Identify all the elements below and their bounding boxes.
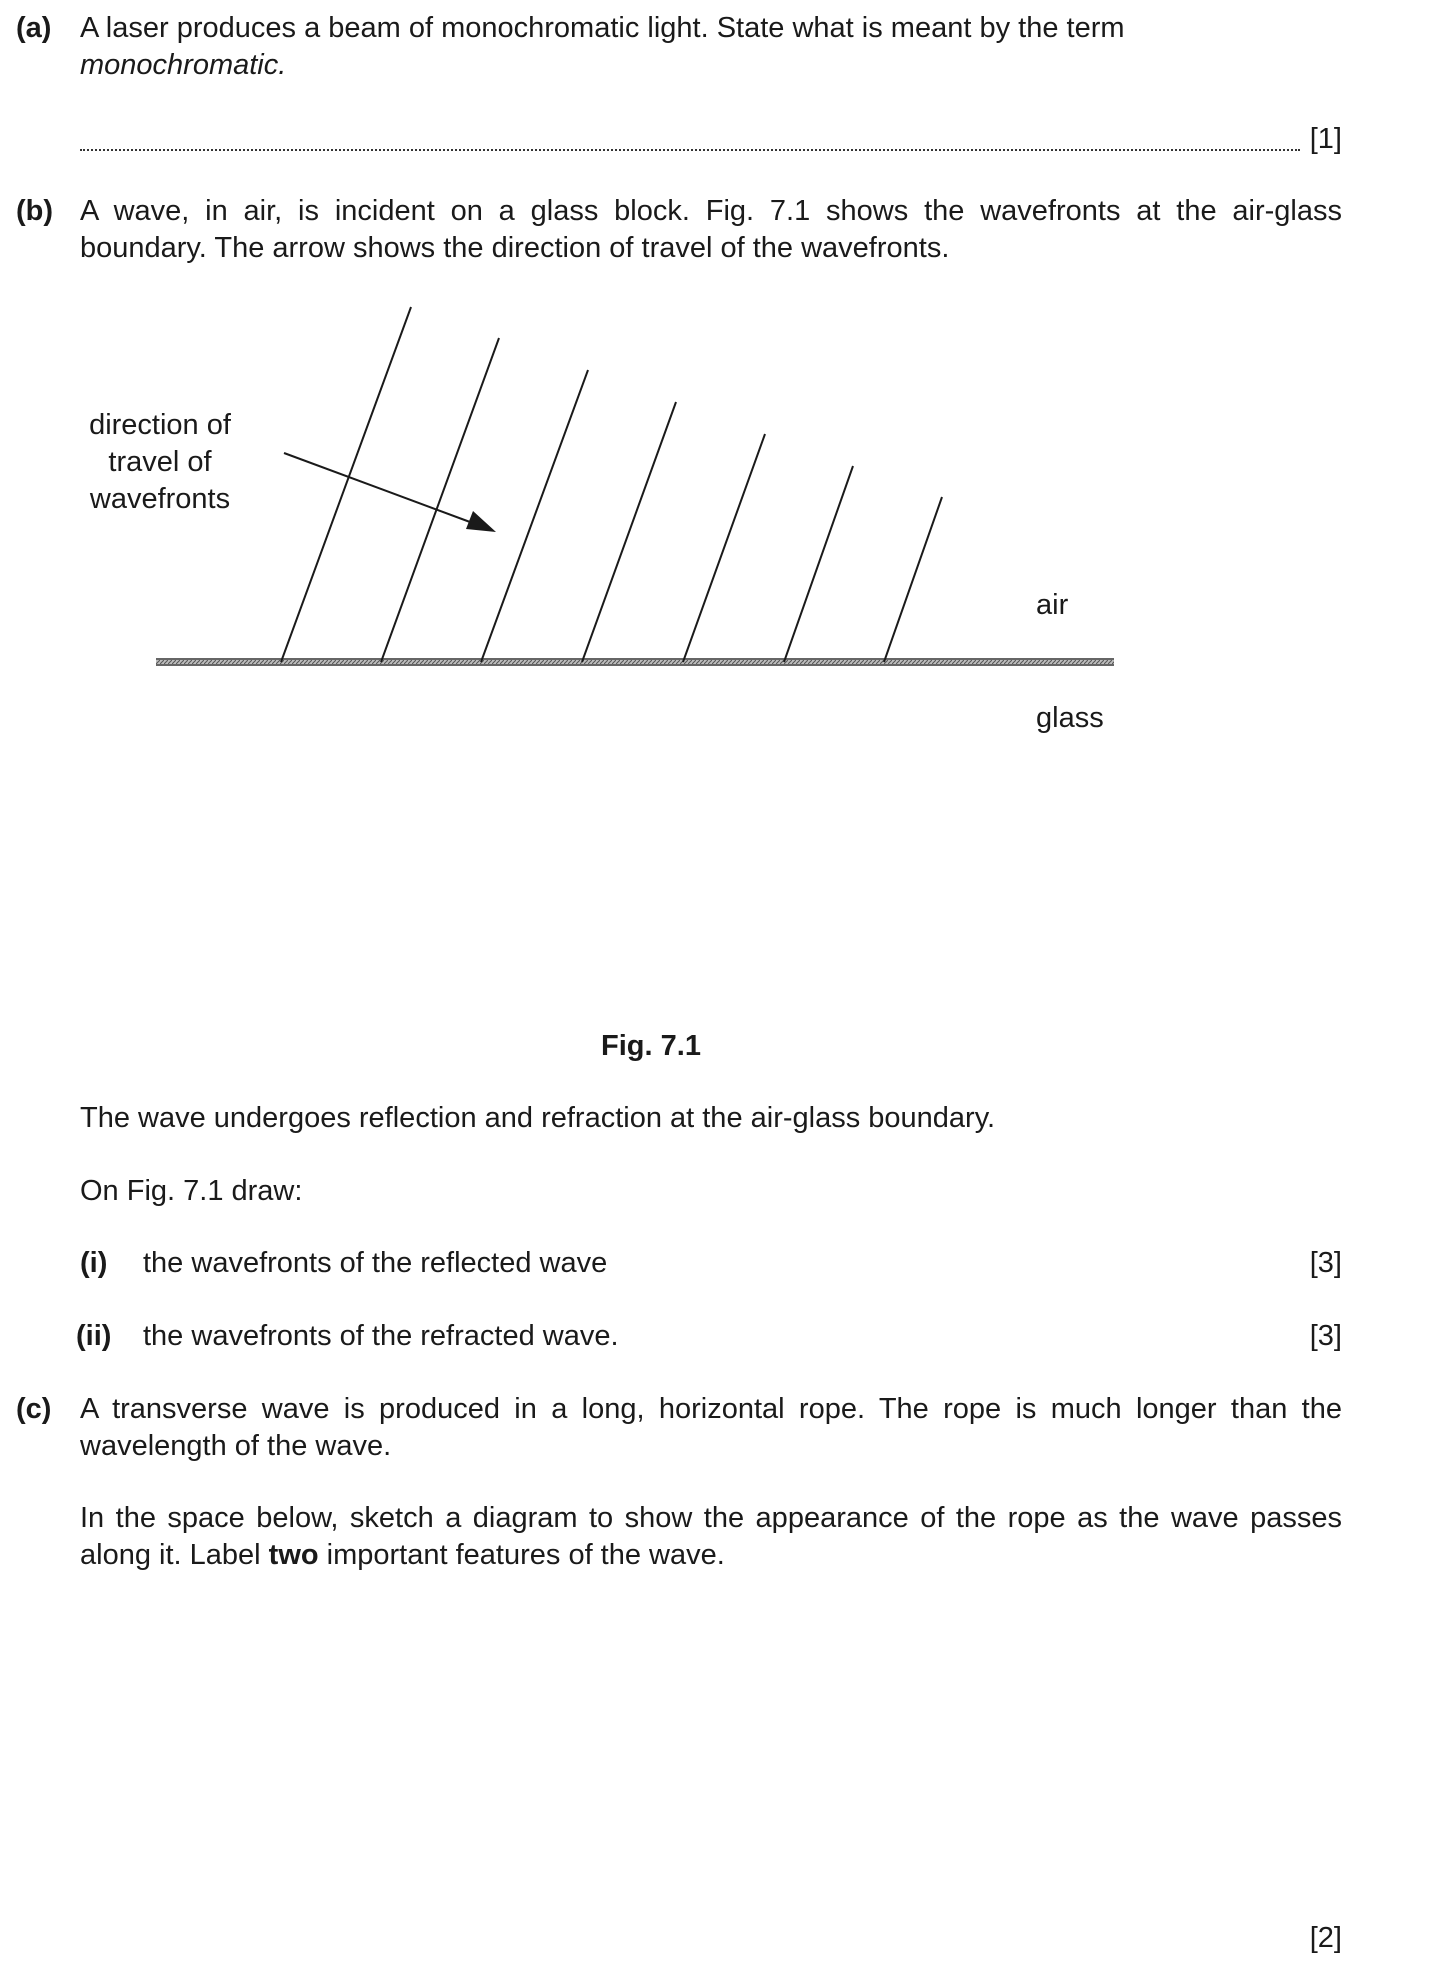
part-b-label: (b)	[16, 195, 54, 227]
wavefront	[784, 466, 853, 662]
answer-line[interactable]	[80, 129, 1300, 151]
part-a-question	[80, 10, 1342, 84]
subpart-i-mark: [3]	[1309, 1247, 1342, 1279]
part-c-instruction-end: important features of the wave.	[326, 1539, 725, 1571]
wavefront	[281, 307, 411, 662]
air-glass-boundary	[156, 660, 1114, 664]
arrow-label-line: travel of	[108, 446, 212, 478]
sketch-area[interactable]	[80, 1590, 1342, 1930]
direction-arrow-icon	[284, 453, 496, 532]
arrow-label-line: direction of	[89, 409, 231, 441]
wavefront	[884, 497, 942, 662]
part-b-text: A wave, in air, is incident on a glass block. Fig. 7.1 shows the wavefronts at the air-glass boundary. The arrow shows the direction of travel of the wavefronts.	[80, 195, 1342, 264]
air-label: air	[1036, 589, 1069, 621]
subpart-i-text: the wavefronts of the reflected wave	[143, 1247, 608, 1279]
part-c-instruction-emphasis: two	[268, 1539, 319, 1571]
wavefront	[683, 434, 765, 662]
part-c-text: A transverse wave is produced in a long, horizontal rope. The rope is much longer than the wavelength of the wave.	[80, 1393, 1342, 1462]
fig-7-1-diagram	[0, 290, 1438, 810]
wavefront	[582, 402, 676, 662]
subpart-ii-label: (ii)	[76, 1320, 112, 1352]
subpart-i-label: (i)	[80, 1247, 108, 1279]
part-a-label: (a)	[16, 12, 52, 44]
part-a-term: monochromatic.	[80, 49, 287, 81]
part-b-instruction: On Fig. 7.1 draw:	[80, 1175, 303, 1207]
part-c-label: (c)	[16, 1393, 52, 1425]
wavefront	[481, 370, 588, 662]
part-a-mark: [1]	[1309, 123, 1342, 155]
arrow-label-line: wavefronts	[89, 483, 231, 515]
part-b-statement: The wave undergoes reflection and refraction at the air-glass boundary.	[80, 1102, 996, 1134]
part-a-text: A laser produces a beam of monochromatic light. State what is meant by the term	[80, 12, 1125, 44]
part-c-instruction	[80, 1500, 1342, 1574]
part-c-mark: [2]	[1309, 1922, 1342, 1954]
subpart-ii-text: the wavefronts of the refracted wave.	[143, 1320, 619, 1352]
part-c-instruction-text: In the space below, sketch a diagram to show the appearance of the rope as the wave passes along it. Label	[80, 1502, 1342, 1571]
glass-label: glass	[1036, 702, 1104, 734]
figure-caption: Fig. 7.1	[601, 1030, 701, 1062]
wavefront	[381, 338, 499, 662]
subpart-ii-mark: [3]	[1309, 1320, 1342, 1352]
